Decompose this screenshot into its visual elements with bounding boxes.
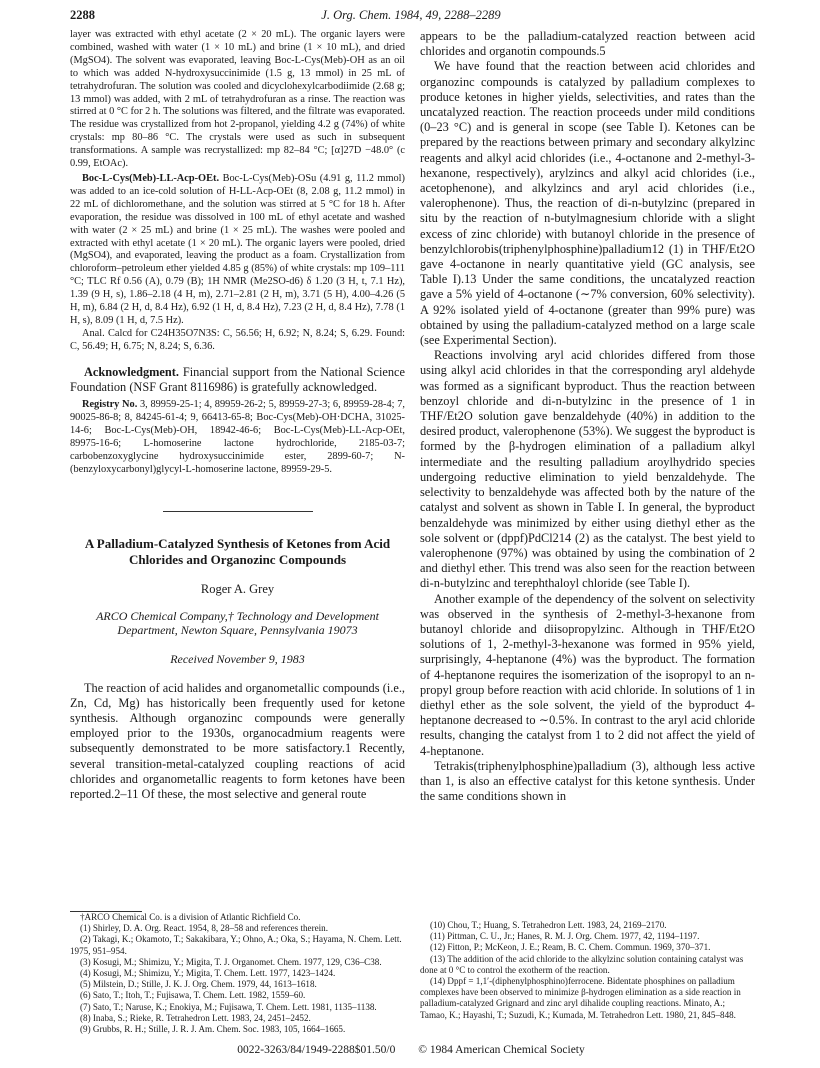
article-author: Roger A. Grey	[200, 581, 275, 596]
footnote: †ARCO Chemical Co. is a division of Atlantic Richfield Co.	[80, 912, 301, 922]
experimental-paragraph-2	[70, 173, 405, 328]
page-number: 2288	[70, 8, 95, 22]
footnote: (1) Shirley, D. A. Org. React. 1954, 8, 28–58 and references therein.	[80, 923, 328, 934]
article-separator	[163, 511, 313, 512]
received-date: Received November 9, 1983	[170, 651, 305, 666]
footnote: (6) Sato, T.; Itoh, T.; Fujisawa, T. Chem. Lett. 1982, 1559–60.	[80, 990, 306, 1001]
body-paragraph-5: Tetrakis(triphenylphosphine)palladium (3), although less active than 1, is also an effective catalyst for this ketone synthesis. Under the same conditions shown in	[420, 758, 755, 804]
article-title: A Palladium-Catalyzed Synthesis of Ketones from Acid Chlorides and Organozinc Compounds	[84, 535, 391, 567]
footnote: (11) Pittman, C. U., Jr.; Hanes, R. M. J. Org. Chem. 1977, 42, 1194–1197.	[430, 931, 700, 942]
body-paragraph-3: Reactions involving aryl acid chlorides differed from those using alkyl acid chlorides in that the corresponding aryl aldehyde was formed as a significant byproduct. Thus the reaction between benzoyl chloride and di-n-butylzinc in the presence of 1 in THF/Et2O solution gave benzaldehyde (40%) in addition to the desired product, valerophenone (53%). We suggest the byproduct is formed by the β-hydrogen elimination of a palladium alkyl intermediate and the resulting palladium aroylhydrido species undergoing reductive elimination to yield benzaldehyde. The selectivity to benzaldehyde was affected both by the nature of the catalyst and solvent as shown in Table I. In general, the byproduct benzaldehyde was minimized by either using diethyl ether as the sole solvent or (dppf)PdCl214 (2) as the catalyst. The best yield to valerophenone (97%) was obtained by using the combination of 2 and diethyl ether. This trend was also seen for the reaction between di-n-butylzinc and terephthaloyl chloride (see Table I).	[420, 348, 755, 591]
footnotes-right	[420, 920, 752, 1021]
body-paragraph-2: We have found that the reaction between acid chlorides and organozinc compounds is catalyzed by palladium complexes to produce ketones in higher yields, selectivities, and rates than the uncatalyzed reaction. The reaction proceeds under mild conditions (0–23 °C) and is general in scope (see Table I). Ketones can be prepared by the reactions between primary and secondary alkylzinc reagents and alkyl acid chlorides (i.e., 4-octanone and 2-methyl-3-hexanone, respectively), arylzincs and alkyl acid chlorides (i.e., acetophenone), and alkylzincs and aryl acid chlorides (i.e., valerophenone). Thus, the reaction of di-n-butylzinc (prepared in situ by the reaction of n-butylmagnesium chloride with a slight excess of zinc chloride) with butanoyl chloride in the presence of benzylchlorobis(triphenylphosphine)palladium12 (1) in THF/Et2O gave 4-octanone in nearly quantitative yield (GC analysis, see Table I).13 Under the same conditions, the uncatalyzed reaction gave a 5% yield of 4-octanone (∼7% conversion, 60% selectivity). A 92% isolated yield of 4-octanone (greater than 99% pure) was obtained by using the palladium-catalyzed method on a large scale (see Experimental Section).	[420, 59, 755, 348]
author-affiliation: ARCO Chemical Company,† Technology and Development Department, Newton Square, Pennsylvania 19073	[96, 608, 379, 637]
footnote: (8) Inaba, S.; Rieke, R. Tetrahedron Lett. 1983, 24, 2451–2452.	[80, 1012, 311, 1023]
acknowledgment-text: Financial support from the National Science Foundation (NSF Grant 8116986) is gratefully acknowledged.	[70, 364, 405, 394]
footnote: (14) Dppf = 1,1′-(diphenylphosphino)ferrocene. Bidentate phosphines on palladium complexes have been observed to minimize β-hydrogen elimination as a side reaction in palladium-catalyzed Grignard and zinc aryl dihalide coupling reactions. Minato, A.; Tamao, K.; Hayashi, T.; Suzudi, K.; Kumada, M. Tetrahedron Lett. 1980, 21, 845–848.	[420, 976, 741, 1020]
registry-text: 3, 89959-25-1; 4, 89959-26-2; 5, 89959-27-3; 6, 89959-28-4; 7, 90025-86-8; 8, 84245-61-4; 9, 66413-65-8; Boc-Cys(Meb)-OH·DCHA, 31025-14-6; Boc-L-Cys(Meb)-OH, 18942-46-6; Boc-L-Cys(Meb)-LL-Acp-OEt, 89975-16-6; L-homoserine lactone hydrochloride, 2185-03-7; carbobenzoxyglycine hydroxysuccinimide ester, 2899-60-7; N-(benzyloxycarbonyl)glycyl-L-homoserine lactone, 89959-29-5.	[70, 399, 405, 475]
running-header	[70, 8, 752, 26]
footnote: (12) Fitton, P.; McKeon, J. E.; Ream, B. C. Chem. Commun. 1969, 370–371.	[430, 942, 711, 953]
acknowledgment-heading: Acknowledgment.	[84, 364, 179, 379]
footnote: (7) Sato, T.; Naruse, K.; Enokiya, M.; Fujisawa, T. Chem. Lett. 1981, 1135–1138.	[80, 1001, 377, 1012]
body-paragraph-1: appears to be the palladium-catalyzed reaction between acid chlorides and organotin compounds.5	[420, 29, 755, 59]
journal-citation: J. Org. Chem. 1984, 49, 2288–2289	[321, 8, 501, 22]
experimental-paragraph-1: layer was extracted with ethyl acetate (2 × 20 mL). The organic layers were combined, washed with water (1 × 10 mL) and brine (1 × 10 mL), and dried (MgSO4). The solvent was evaporated, leaving Boc-L-Cys(Meb)-OH as an oil to which was added N-hydroxysuccinimide (1.5 g, 13 mmol) in 25 mL of tetrahydrofuran. The solution was cooled and dicyclohexylcarbodiimide (2.68 g; 13 mmol) was added, with 2 mL of tetrahydrofuran as a rinse. The reaction was stirred at 0 °C for 2 h. The solutions was filtered, and the filtrate was evaporated. The residue was crystallized from hot 2-propanol, yielding 4.2 g (74%) of white crystals: mp 80–86 °C. The crystals were used as such in subsequent transformations. A sample was recrystallized: mp 82–84 °C; [α]27D −48.0° (c 0.99, EtOAc).	[70, 29, 405, 170]
doi-code: 0022-3263/84/1949-2288$01.50/0	[237, 1044, 396, 1056]
footnote: (5) Milstein, D.; Stille, J. K. J. Org. Chem. 1979, 44, 1613–1618.	[80, 979, 317, 990]
footnote: (9) Grubbs, R. H.; Stille, J. R. J. Am. Chem. Soc. 1983, 105, 1664–1665.	[80, 1024, 346, 1035]
footnote: (2) Takagi, K.; Okamoto, T.; Sakakibara, Y.; Ohno, A.; Oka, S.; Hayama, N. Chem. Lett. 1975, 951–954.	[70, 934, 402, 956]
footnote: (3) Kosugi, M.; Shimizu, Y.; Migita, T. J. Organomet. Chem. 1977, 129, C36–C38.	[80, 956, 382, 967]
footnote: (13) The addition of the acid chloride to the alkylzinc solution containing catalyst was done at 0 °C to control the exotherm of the reaction.	[420, 953, 744, 975]
acknowledgment	[70, 365, 405, 395]
left-column	[70, 29, 405, 802]
compound-heading: Boc-L-Cys(Meb)-LL-Acp-OEt.	[82, 172, 220, 184]
copyright: © 1984 American Chemical Society	[418, 1044, 585, 1056]
footnote: (10) Chou, T.; Huang, S. Tetrahedron Lett. 1983, 24, 2169–2170.	[430, 920, 667, 930]
registry-numbers	[70, 399, 405, 476]
registry-heading: Registry No.	[82, 399, 138, 411]
footnotes-left	[70, 911, 405, 1035]
right-column	[420, 29, 755, 804]
intro-paragraph: The reaction of acid halides and organometallic compounds (i.e., Zn, Cd, Mg) has historically been frequently used for ketone synthesis. Although organozinc compounds were generally employed prior to the 1930s, organocadmium reagents were subsequently demonstrated to be more satisfactory.1 Recently, several transition-metal-catalyzed coupling reactions of acid chlorides and organometallic reagents to form ketones have been reported.2–11 Of these, the most selective and general route	[70, 680, 405, 801]
elemental-analysis: Anal. Calcd for C24H35O7N3S: C, 56.56; H, 6.92; N, 8.24; S, 6.29. Found: C, 56.49; H, 6.75; N, 8.24; S, 6.36.	[70, 327, 405, 352]
footnote: (4) Kosugi, M.; Shimizu, Y.; Migita, T. Chem. Lett. 1977, 1423–1424.	[80, 968, 336, 979]
body-paragraph-4: Another example of the dependency of the solvent on selectivity was observed in the synthesis of 2-methyl-3-hexanone from butanoyl chloride and diisopropylzinc. Although in THF/Et2O solutions of 1, 2-methyl-3-hexanone was formed in 95% yield, surprisingly, 4-heptanone (4%) was the byproduct. The formation of 4-heptanone requires the isomerization of the isopropyl to an n-propyl group before reaction with acid chloride. In solutions of 1 in diethyl ether as the sole solvent, the yield of the byproduct 4-heptanone decreased to ∼0.5%. In contrast to the aryl acid chloride results, changing the catalyst from 1 to 2 did not affect the yield of 4-heptanone.	[420, 591, 755, 758]
experimental-paragraph-2-text: Boc-L-Cys(Meb)-OSu (4.91 g, 11.2 mmol) was added to an ice-cold solution of H-LL-Acp-OEt (8, 2.08 g, 11.2 mmol) in 22 mL of dichloromethane, and the solution was stirred at 5 °C for 18 h. After evaporation, the residue was dissolved in 100 mL of ethyl acetate and washed with water (2 × 25 mL) and brine (1 × 25 mL). The washes were pooled and extracted with ethyl acetate (1 × 20 mL). The organic layers were pooled, dried (MgSO4), and evaporated, leaving the product as a foam. Crystallization from chloroform–petroleum ether yielded 4.85 g (85%) of white crystals: mp 109–111 °C; TLC Rf 0.56 (A), 0.79 (B); 1H NMR (Me2SO-d6) δ 1.20 (3 H, t, 7.1 Hz), 1.39 (9 H, s), 1.86–2.18 (4 H, m), 2.71–2.81 (2 H, m), 3.71 (5 H), 4.00–4.26 (5 H, m), 6.84 (2 H, d, 8.4 Hz), 6.92 (1 H, d, 8.4 Hz), 7.23 (2 H, d, 8.4 Hz), 7.78 (1 H, s), 8.09 (1 H, d, 7.5 Hz).	[70, 172, 405, 326]
page-footer	[70, 1044, 752, 1056]
